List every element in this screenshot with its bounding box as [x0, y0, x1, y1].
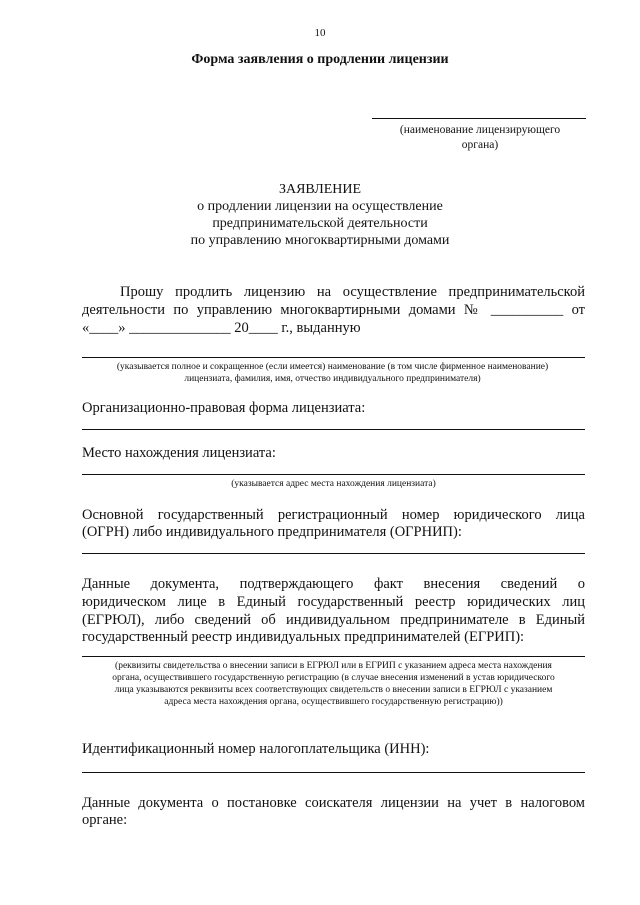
authority-caption-line1: (наименование лицензирующего	[399, 124, 561, 136]
registry-caption-line3: лица указываются реквизиты всех соответствующих свидетельств о внесении записи в ЕГРЮЛ с указанием	[114, 685, 553, 695]
request-line1: Прошу продлить лицензию на осуществление предпринимательской	[120, 284, 585, 300]
location-line	[82, 474, 585, 475]
authority-caption	[360, 123, 600, 153]
registry-line2: юридическом лице в Единый государственный реестр юридических лиц	[82, 594, 585, 610]
licensee-name-line	[82, 357, 585, 358]
ogrn-line1: Основной государственный регистрационный номер юридического лица	[82, 507, 585, 523]
statement-heading: ЗАЯВЛЕНИЕ	[278, 182, 362, 197]
inn-line	[82, 772, 585, 773]
registry-caption-line1: (реквизиты свидетельства о внесении записи в ЕГРЮЛ или в ЕГРИП с указанием адреса места нахождения	[115, 661, 552, 671]
authority-name-line	[372, 118, 586, 119]
licensee-caption-line1: (указывается полное и сокращенное (если имеется) наименование (в том числе фирменное наименование)	[116, 362, 549, 372]
statement-sub1: о продлении лицензии на осуществление	[197, 199, 443, 214]
registry-caption	[70, 660, 597, 708]
location-caption: (указывается адрес места нахождения лицензиата)	[231, 479, 436, 489]
registry-line3: (ЕГРЮЛ), либо сведений об индивидуальном предпринимателе в Единый	[82, 612, 585, 628]
licensee-caption-line2: лицензиата, фамилия, имя, отчество индивидуального предпринимателя)	[184, 374, 481, 384]
location-label: Место нахождения лицензиата:	[82, 445, 276, 461]
tax-line1: Данные документа о постановке соискателя лицензии на учет в налоговом	[82, 795, 585, 811]
registry-caption-line2: органа, осуществившего государственную регистрацию (в случае внесения изменений в устав юридического	[112, 673, 555, 683]
inn-label: Идентификационный номер налогоплательщика (ИНН):	[82, 741, 430, 757]
ogrn-line2: (ОГРН) либо индивидуального предпринимателя (ОГРНИП):	[82, 524, 462, 540]
form-title: Форма заявления о продлении лицензии	[191, 52, 449, 67]
statement-sub2: предпринимательской деятельности	[212, 216, 428, 231]
ogrn-line	[82, 553, 585, 554]
org-form-line	[82, 429, 585, 430]
request-line2: деятельности по управлению многоквартирными домами № __________ от	[82, 302, 585, 318]
registry-line1: Данные документа, подтверждающего факт внесения сведений о	[82, 576, 585, 592]
statement-sub3: по управлению многоквартирными домами	[190, 233, 450, 248]
registry-line4: государственный реестр индивидуальных предпринимателей (ЕГРИП):	[82, 629, 525, 645]
licensee-caption	[60, 361, 605, 385]
tax-line2: органе:	[82, 812, 128, 828]
registry-line	[82, 656, 585, 657]
registry-caption-line4: адреса места нахождения органа, осуществившего государственную регистрацию))	[164, 697, 503, 707]
page-number: 10	[314, 27, 326, 39]
authority-caption-line2: органа)	[461, 139, 499, 151]
org-form-label: Организационно-правовая форма лицензиата:	[82, 400, 366, 416]
request-line3: «____» ______________ 20____ г., выданную	[82, 320, 361, 336]
statement-heading-block	[120, 181, 520, 249]
